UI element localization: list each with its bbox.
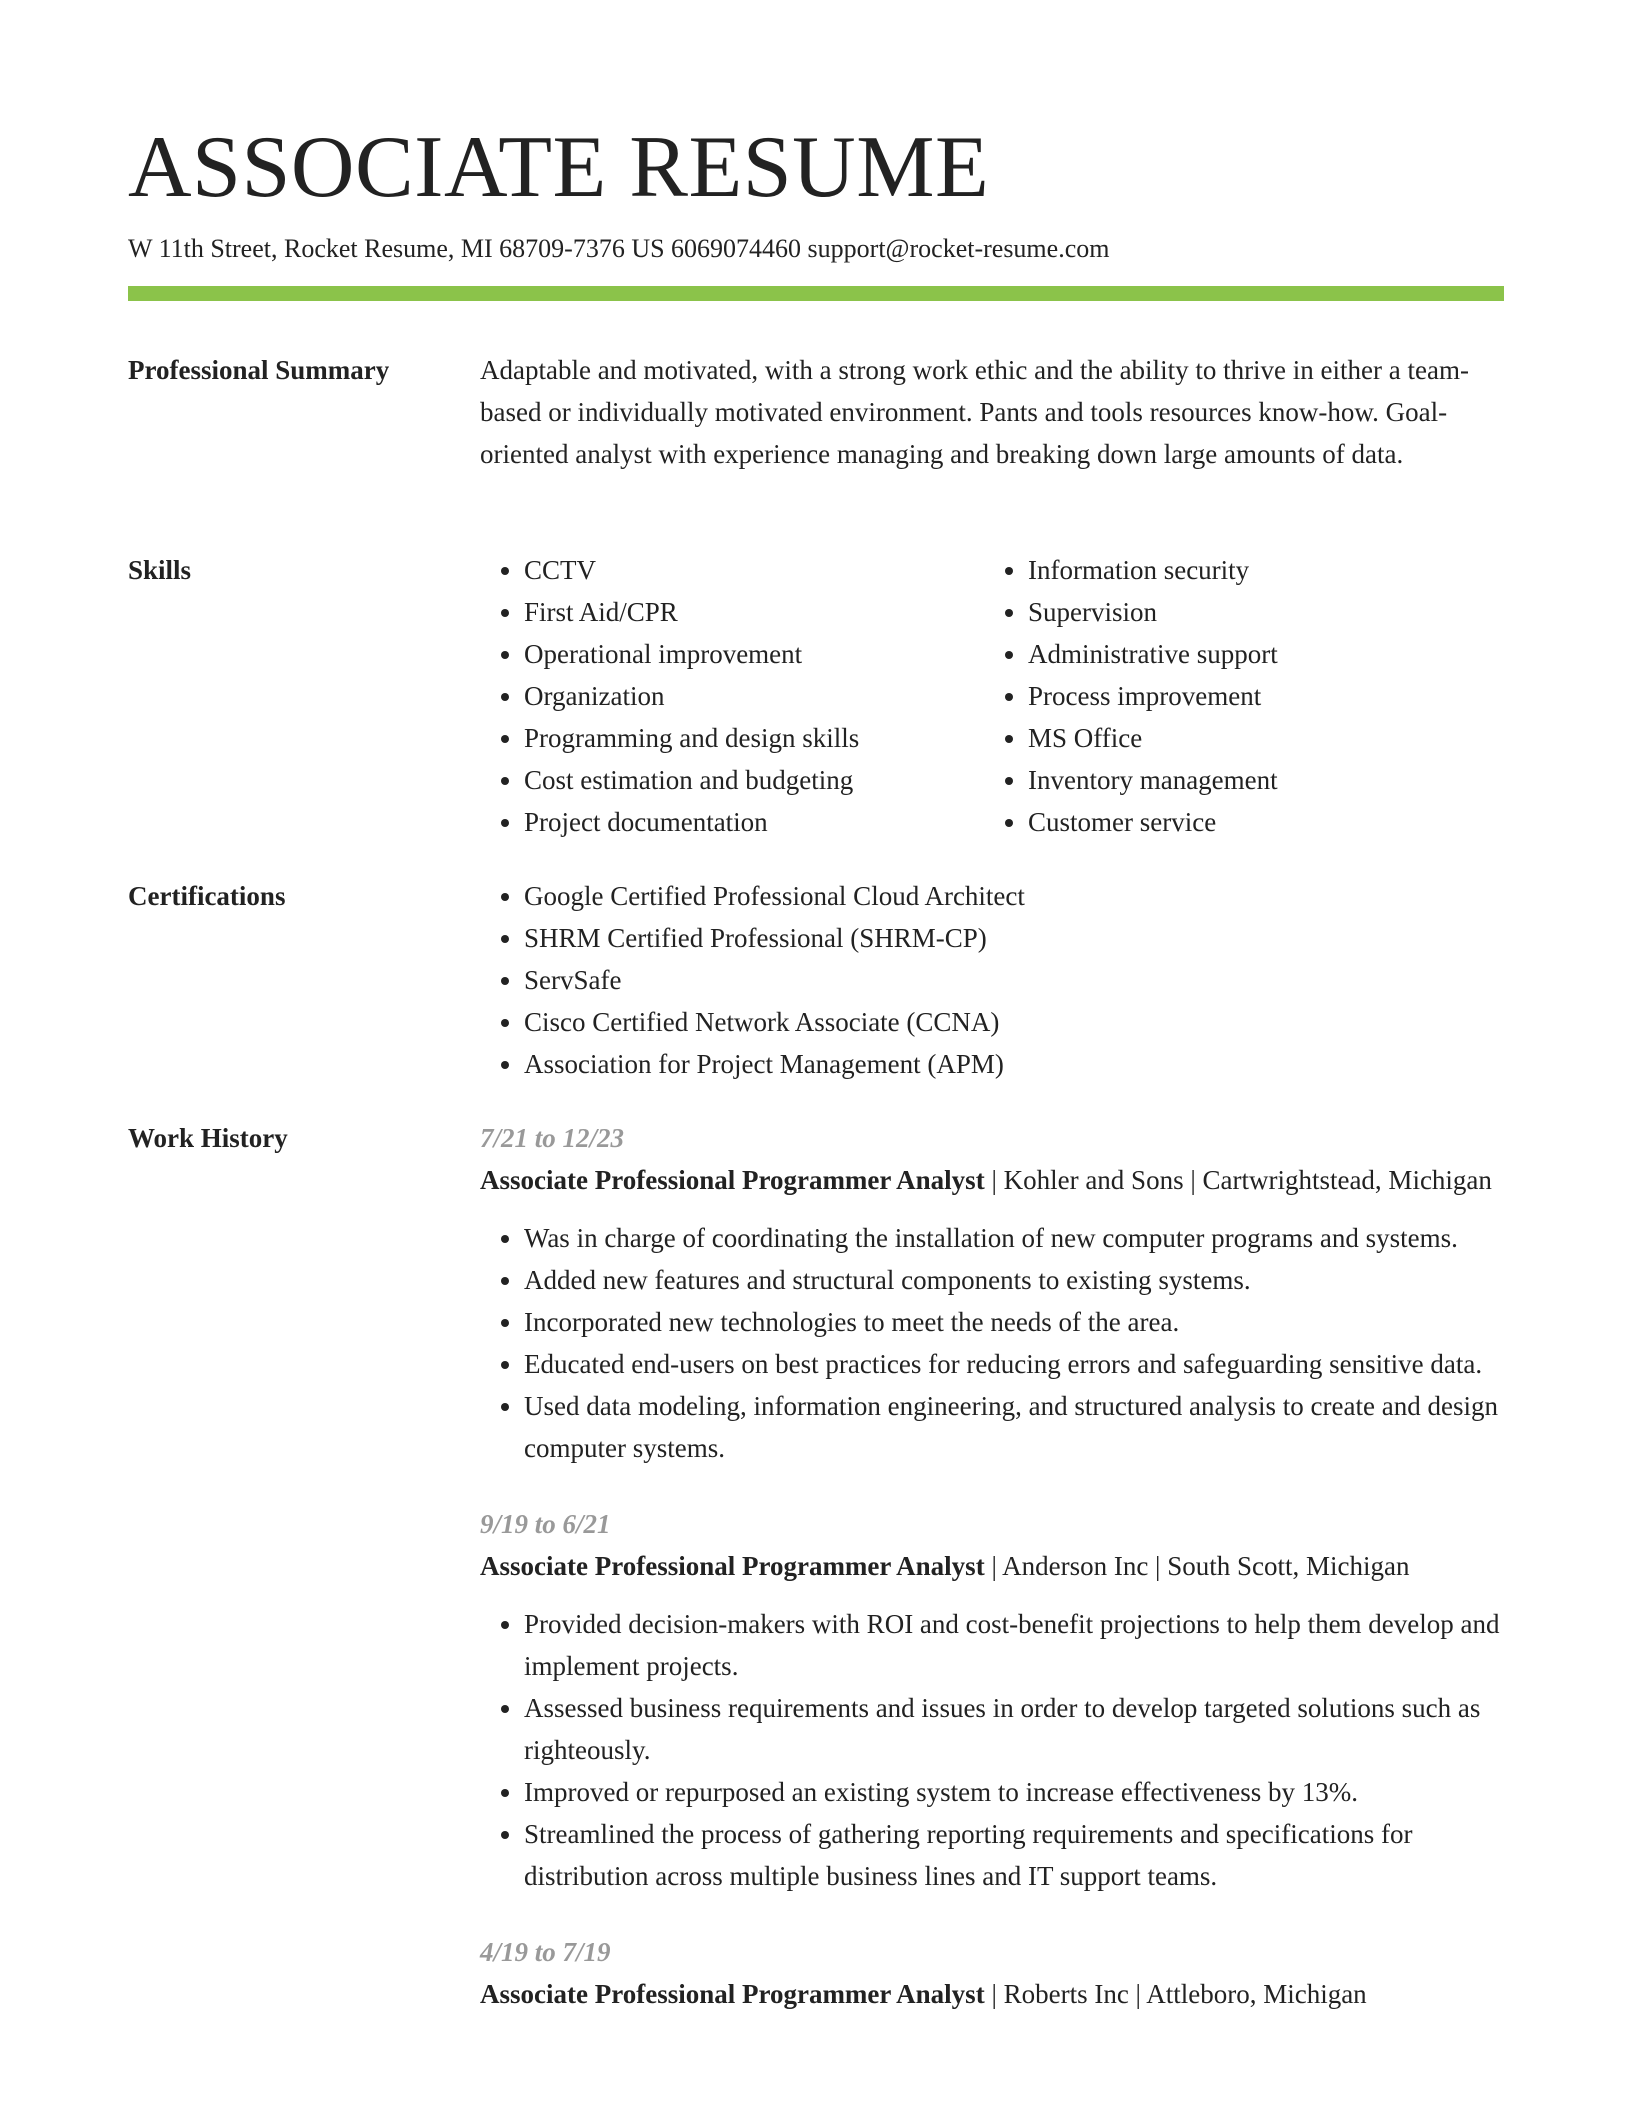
skills-body xyxy=(480,549,1504,843)
certification-item: • Association for Project Management (APM) xyxy=(524,1043,1504,1085)
job-dates: 7/21 to 12/23 xyxy=(480,1123,625,1153)
job-heading xyxy=(480,1159,1504,1201)
certification-item: • SHRM Certified Professional (SHRM-CP) xyxy=(524,917,1504,959)
contact-info: W 11th Street, Rocket Resume, MI 68709-7376 US 6069074460 support@rocket-resume.com xyxy=(128,234,1110,263)
job-bullet: • Educated end-users on best practices for reducing errors and safeguarding sensitive data. xyxy=(524,1343,1504,1385)
job-title: Associate Professional Programmer Analyst xyxy=(480,1979,985,2009)
job-bullet: • Was in charge of coordinating the installation of new computer programs and systems. xyxy=(524,1217,1504,1259)
job-bullet: • Used data modeling, information engineering, and structured analysis to create and design computer systems. xyxy=(524,1385,1504,1469)
skill-item: • MS Office xyxy=(1028,717,1488,759)
job-bullet: • Incorporated new technologies to meet the needs of the area. xyxy=(524,1301,1504,1343)
skill-item: • CCTV xyxy=(524,549,984,591)
summary-body xyxy=(480,349,1504,475)
job-entry xyxy=(480,1931,1504,2015)
accent-divider xyxy=(128,286,1504,301)
skill-item: • Information security xyxy=(1028,549,1488,591)
skills-column-right xyxy=(984,549,1488,843)
job-title: Associate Professional Programmer Analyst xyxy=(480,1165,985,1195)
resume-title: ASSOCIATE RESUME xyxy=(128,119,990,216)
skill-item: • Supervision xyxy=(1028,591,1488,633)
certification-item: • Google Certified Professional Cloud Architect xyxy=(524,875,1504,917)
skill-item: • Customer service xyxy=(1028,801,1488,843)
job-heading xyxy=(480,1973,1504,2015)
skill-item: • Operational improvement xyxy=(524,633,984,675)
job-bullet: • Assessed business requirements and issues in order to develop targeted solutions such as righteously. xyxy=(524,1687,1504,1771)
certification-item: • Cisco Certified Network Associate (CCNA) xyxy=(524,1001,1504,1043)
job-bullet: • Provided decision-makers with ROI and cost-benefit projections to help them develop and implement projects. xyxy=(524,1603,1504,1687)
certification-item: • ServSafe xyxy=(524,959,1504,1001)
job-entry xyxy=(480,1117,1504,1469)
work-history-label: Work History xyxy=(128,1123,288,1153)
skill-item: • First Aid/CPR xyxy=(524,591,984,633)
job-entry xyxy=(480,1503,1504,1897)
certifications-body xyxy=(480,875,1504,1085)
skill-item: • Organization xyxy=(524,675,984,717)
summary-label: Professional Summary xyxy=(128,355,390,385)
job-bullets xyxy=(480,1217,1504,1469)
skills-column-left xyxy=(480,549,984,843)
job-heading xyxy=(480,1545,1504,1587)
job-details: | Kohler and Sons | Cartwrightstead, Michigan xyxy=(984,1165,1492,1195)
job-bullets xyxy=(480,1603,1504,1897)
skill-item: • Cost estimation and budgeting xyxy=(524,759,984,801)
skill-item: • Project documentation xyxy=(524,801,984,843)
job-details: | Anderson Inc | South Scott, Michigan xyxy=(984,1551,1410,1581)
summary-text: Adaptable and motivated, with a strong work ethic and the ability to thrive in either a team-based or individually motivated environment. Pants and tools resources know-how. Goal-oriented analyst with experience managing and breaking down large amounts of data. xyxy=(480,355,1469,469)
skill-item: • Inventory management xyxy=(1028,759,1488,801)
work-history-body xyxy=(480,1117,1504,2049)
job-details: | Roberts Inc | Attleboro, Michigan xyxy=(984,1979,1367,2009)
skill-item: • Process improvement xyxy=(1028,675,1488,717)
job-dates: 4/19 to 7/19 xyxy=(480,1937,611,1967)
skill-item: • Administrative support xyxy=(1028,633,1488,675)
skill-item: • Programming and design skills xyxy=(524,717,984,759)
skills-label: Skills xyxy=(128,555,192,585)
job-title: Associate Professional Programmer Analyst xyxy=(480,1551,985,1581)
job-bullet: • Streamlined the process of gathering reporting requirements and specifications for distribution across multiple business lines and IT support teams. xyxy=(524,1813,1504,1897)
job-dates: 9/19 to 6/21 xyxy=(480,1509,611,1539)
certifications-list xyxy=(480,875,1504,1085)
job-bullet: • Added new features and structural components to existing systems. xyxy=(524,1259,1504,1301)
certifications-label: Certifications xyxy=(128,881,286,911)
job-bullet: • Improved or repurposed an existing system to increase effectiveness by 13%. xyxy=(524,1771,1504,1813)
